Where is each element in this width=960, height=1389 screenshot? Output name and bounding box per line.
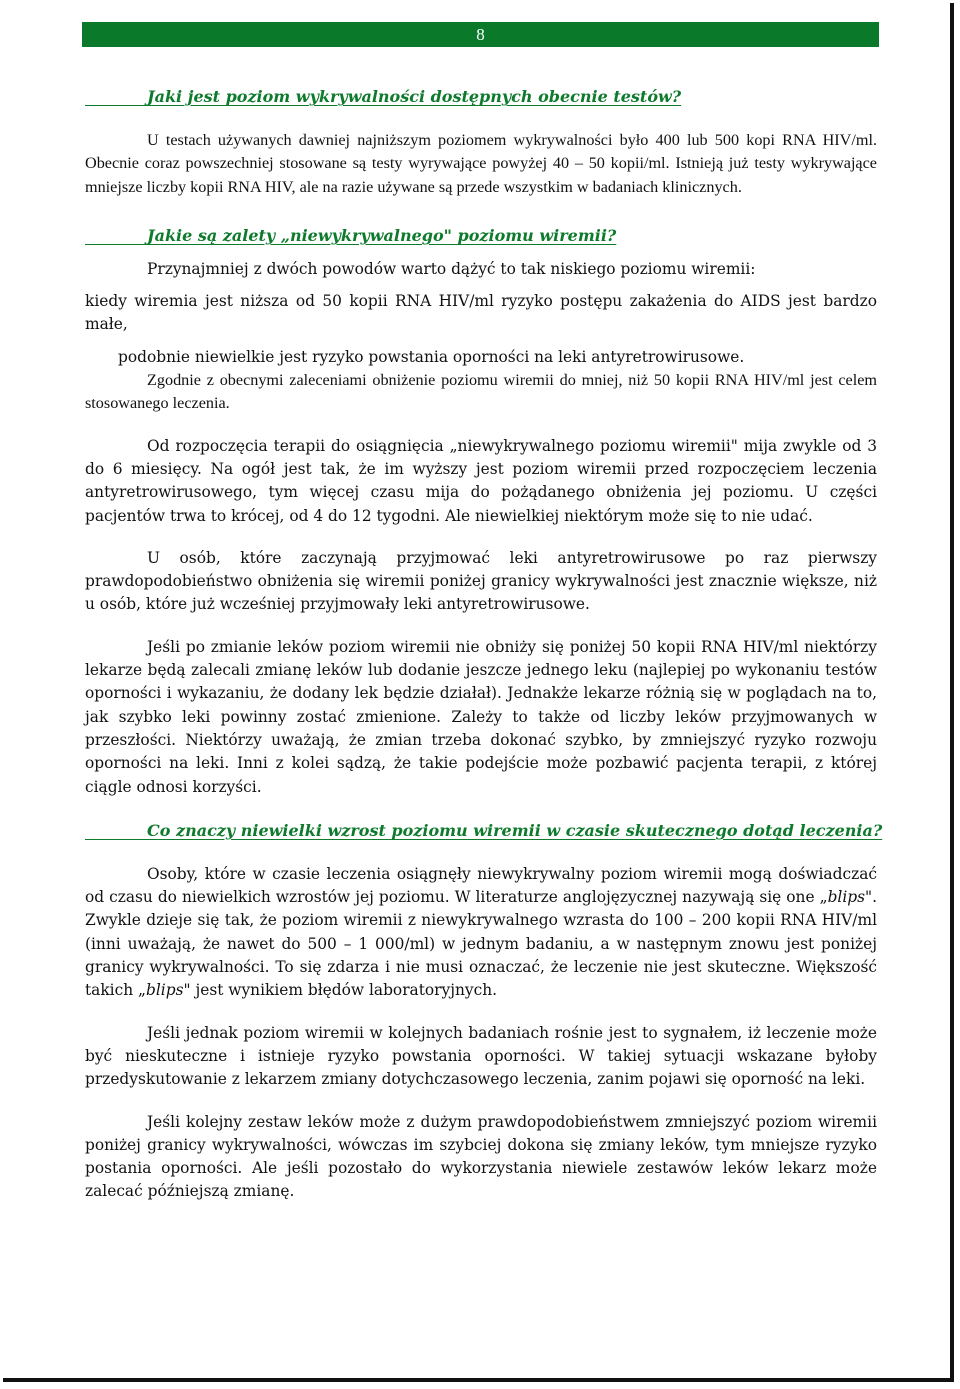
paragraph-blips: Osoby, które w czasie leczenia osiągnęły niewykrywalny poziom wiremii mogą doświadczać od czasu do niewielkich wzrostów jej poziomu. W literaturze anglojęzycznej nazywają się one „blips". Zwykle dzieje się tak, że poziom wiremii z niewykrywalnego wzrasta do 100 – 200 kopii RNA HIV/ml (inni uważają, że nawet do 500 – 1 000/ml) w jednym badaniu, a w następnym znowu jest poniżej granicy wykrywalności. To się zdarza i nie musi oznaczać, że leczenie nie jest skuteczne. Większość takich „blips" jest wynikiem błędów laboratoryjnych. xyxy=(85,864,877,1000)
heading-detection-level: Jaki jest poziom wykrywalności dostępnych obecnie testów? xyxy=(147,87,682,106)
paragraph-drug-change: Jeśli po zmianie leków poziom wiremii nie obniży się poniżej 50 kopii RNA HIV/ml niektórzy lekarze będą zalecali zmianę leków lub dodanie jeszcze jednego leku (najlepiej po wykonaniu testów oporności i wykazaniu, że dodany lek będzie działał). Jednakże lekarze różnią się w poglądach na to, jak szybko leki powinny zostać zmienione. Zależy to także od liczby leków przyjmowanych w przeszłości. Niektórzy uważają, że zmian trzeba dokonać szybko, by zmniejszyć ryzyko rozwoju oporności na leki. Inni z kolei sądzą, że takie podejście może pozbawić pacjenta terapii, z której ciągle odnosi korzyści. xyxy=(85,637,877,796)
heading-small-increase: Co znaczy niewielki wzrost poziomu wiremii w czasie skutecznego dotąd leczenia? xyxy=(147,820,883,840)
section-heading-1 xyxy=(85,84,877,110)
section-heading-3 xyxy=(85,818,883,844)
paragraph-first-treatment: U osób, które zaczynają przyjmować leki antyretrowirusowe po raz pierwszy prawdopodobieństwo obniżenia się wiremii poniżej granicy wykrywalności jest znacznie większe, niż u osób, które już wcześniej przyjmowały leki antyretrowirusowe. xyxy=(85,548,877,614)
paragraph-tests: U testach używanych dawniej najniższym poziomem wykrywalności było 400 lub 500 kopi RNA HIV/ml. Obecnie coraz powszechniej stosowane są testy wyrywające powyżej 40 – 50 kopii/ml. Istnieją już testy wykrywające mniejsze liczby kopii RNA HIV, ale na razie używane są przede wszystkim w badaniach klinicznych. xyxy=(85,131,877,196)
paragraph-next-regimen: Jeśli kolejny zestaw leków może z dużym prawdopodobieństwem zmniejszyć poziom wiremii poniżej granicy wykrywalności, wówczas im szybciej dokona się zmiany leków, tym mniejsze ryzyko postania oporności. Ale jeśli pozostało do wykorzystania niewiele zestawów leków lekarz może zalecać późniejszą zmianę. xyxy=(85,1112,877,1201)
paragraph-reason-2: podobnie niewielkie jest ryzyko powstania oporności na leki antyretrowirusowe. xyxy=(118,347,745,366)
paragraph-rising-viremia: Jeśli jednak poziom wiremii w kolejnych badaniach rośnie jest to sygnałem, iż leczenie może być nieskuteczne i istnieje ryzyko powstania oporności. W takiej sytuacji wskazane byłoby przedyskutowanie z lekarzem zmiany dotychczasowego leczenia, zanim pojawi się oporność na leki. xyxy=(85,1023,877,1089)
paragraph-reason-1: kiedy wiremia jest niższa od 50 kopii RNA HIV/ml ryzyko postępu zakażenia do AIDS jest bardzo małe, xyxy=(85,292,877,334)
page-header-bar xyxy=(82,22,879,47)
paragraph-time-to-undetectable: Od rozpoczęcia terapii do osiągnięcia „niewykrywalnego poziomu wiremii" mija zwykle od 3 do 6 miesięcy. Na ogół jest tak, że im wyższy jest poziom wiremii przed rozpoczęciem leczenia antyretrowirusowego, tym więcej czasu mija do pożądanego obniżenia jej poziomu. U części pacjentów trwa to krócej, od 4 do 12 tygodni. Ale niewielkiej niektórym może się to nie udać. xyxy=(85,436,877,525)
paragraph-two-reasons: Przynajmniej z dwóch powodów warto dążyć to tak niskiego poziomu wiremii: xyxy=(147,259,756,278)
heading-undetectable-benefits: Jakie są zalety „niewykrywalnego" poziomu wiremii? xyxy=(147,225,617,245)
section-heading-2 xyxy=(85,223,877,249)
page-number: 8 xyxy=(476,25,485,44)
paragraph-recommendations: Zgodnie z obecnymi zaleceniami obniżenie poziomu wiremii do mniej, niż 50 kopii RNA HIV/ml jest celem stosowanego leczenia. xyxy=(85,371,877,413)
page-content xyxy=(85,84,883,1204)
